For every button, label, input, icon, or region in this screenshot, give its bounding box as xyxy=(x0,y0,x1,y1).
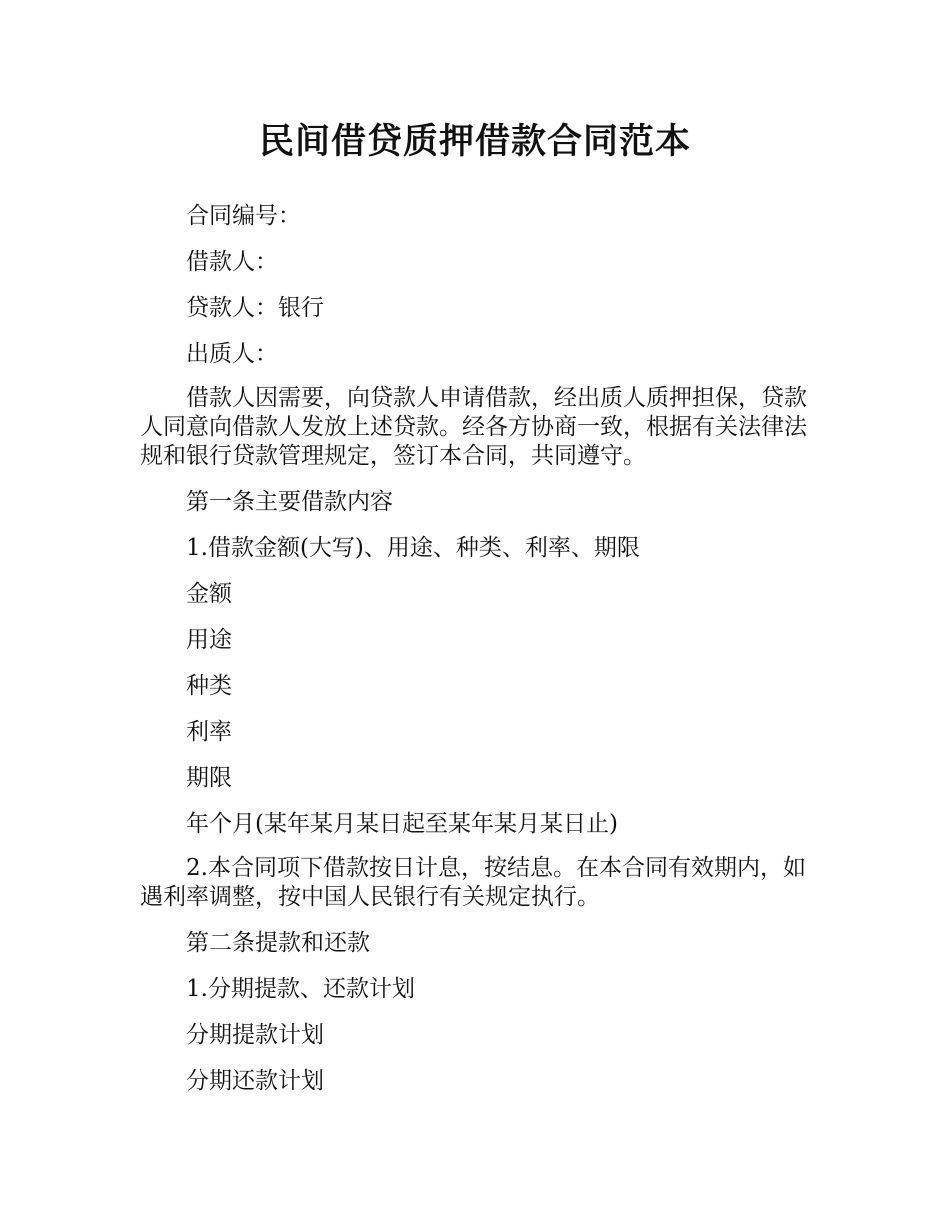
field-amount: 金额 xyxy=(186,581,232,607)
document-body xyxy=(140,200,820,1111)
borrower-line: 借款人： xyxy=(186,249,278,275)
term-period-line: 年个月(某年某月某日起至某年某月某日止) xyxy=(186,811,618,837)
field-term: 期限 xyxy=(186,765,232,791)
article-1-heading: 第一条主要借款内容 xyxy=(186,489,393,515)
field-purpose: 用途 xyxy=(186,627,232,653)
pledgor-line: 出质人： xyxy=(186,341,278,367)
installment-drawdown-plan: 分期提款计划 xyxy=(186,1022,324,1048)
clause-2-1: 1.分期提款、还款计划 xyxy=(186,976,415,1002)
document-title: 民间借贷质押借款合同范本 xyxy=(258,122,691,162)
clause-1-2: 2.本合同项下借款按日计息，按结息。在本合同有效期内，如遇利率调整，按中国人民银行有关规定执行。 xyxy=(140,855,806,910)
clause-1-1: 1.借款金额(大写)、用途、种类、利率、期限 xyxy=(186,535,640,561)
installment-repayment-plan: 分期还款计划 xyxy=(186,1068,324,1094)
preamble-paragraph: 借款人因需要，向贷款人申请借款，经出质人质押担保，贷款人同意向借款人发放上述贷款。经各方协商一致，根据有关法律法规和银行贷款管理规定，签订本合同，共同遵守。 xyxy=(140,385,807,469)
lender-line: 贷款人：银行 xyxy=(186,295,324,321)
contract-number-line: 合同编号： xyxy=(186,203,301,229)
field-interest-rate: 利率 xyxy=(186,719,232,745)
article-2-heading: 第二条提款和还款 xyxy=(186,930,370,956)
field-type: 种类 xyxy=(186,673,232,699)
